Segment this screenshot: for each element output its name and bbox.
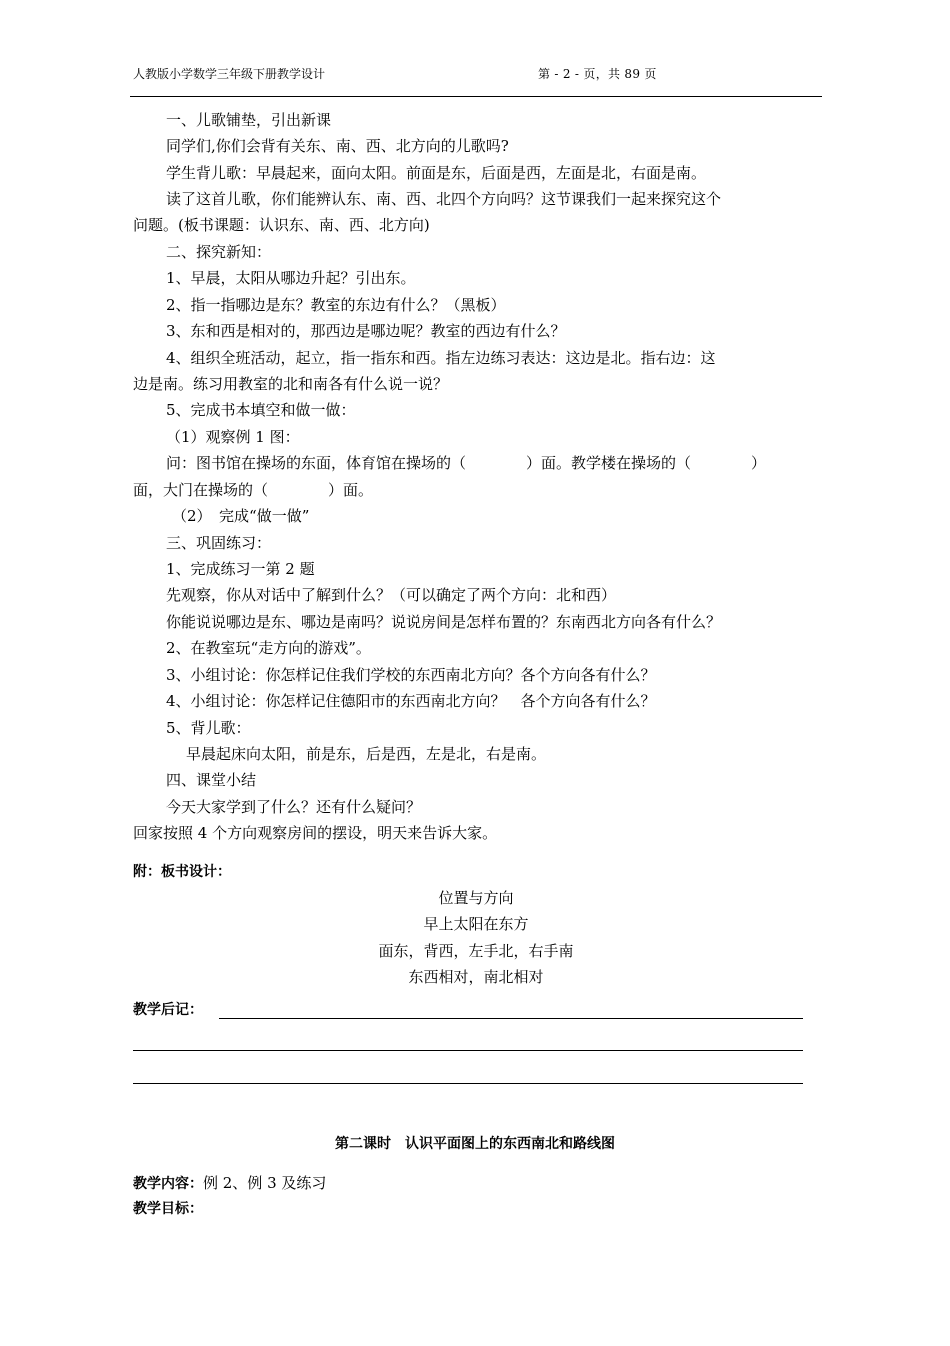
body-line: 一、儿歌铺垫，引出新课 xyxy=(166,111,332,129)
body-line: 面，大门在操场的（ ）面。 xyxy=(133,481,374,499)
body-line: （2） 完成“做一做” xyxy=(172,507,310,525)
header-page-number: 第 - 2 - 页，共 89 页 xyxy=(538,67,657,81)
body-line: 回家按照 4 个方向观察房间的摆设，明天来告诉大家。 xyxy=(133,824,498,842)
lesson2-content xyxy=(133,1173,326,1194)
afterword-label: 教学后记： xyxy=(133,1002,203,1018)
afterword-rule xyxy=(133,1050,803,1051)
body-line: （1）观察例 1 图： xyxy=(166,428,300,446)
body-line: 2、指一指哪边是东？教室的东边有什么？（黑板） xyxy=(166,296,506,314)
body-line: 读了这首儿歌，你们能辨认东、南、西、北四个方向吗？这节课我们一起来探究这个 xyxy=(166,190,722,208)
goal-label: 教学目标： xyxy=(133,1201,203,1217)
body-line: 问题。(板书课题：认识东、南、西、北方向) xyxy=(133,216,430,234)
lesson2-title: 第二课时 认识平面图上的东西南北和路线图 xyxy=(335,1136,615,1152)
body-line: 学生背儿歌：早晨起来，面向太阳。前面是东，后面是西，左面是北，右面是南。 xyxy=(166,164,707,182)
board-line: 早上太阳在东方 xyxy=(423,915,529,933)
body-line: 今天大家学到了什么？还有什么疑问？ xyxy=(166,798,422,816)
body-line: 4、小组讨论：你怎样记住德阳市的东西南北方向？ 各个方向各有什么？ xyxy=(166,692,656,710)
body-line: 四、课堂小结 xyxy=(166,771,257,789)
body-line: 同学们,你们会背有关东、南、西、北方向的儿歌吗? xyxy=(166,137,509,155)
body-line: 5、背儿歌： xyxy=(166,719,251,737)
body-line: 2、在教室玩“走方向的游戏”。 xyxy=(166,639,371,657)
body-line: 你能说说哪边是东、哪边是南吗？说说房间是怎样布置的？东南西北方向各有什么？ xyxy=(166,613,722,631)
body-line: 3、东和西是相对的，那西边是哪边呢？教室的西边有什么？ xyxy=(166,322,566,340)
body-line: 三、巩固练习： xyxy=(166,534,272,552)
afterword-rule xyxy=(133,1083,803,1084)
body-line: 早晨起床向太阳，前是东，后是西，左是北，右是南。 xyxy=(186,745,547,763)
body-line: 先观察，你从对话中了解到什么？（可以确定了两个方向：北和西） xyxy=(166,586,617,604)
appendix-label: 附：板书设计： xyxy=(133,864,231,880)
body-line: 3、小组讨论：你怎样记住我们学校的东西南北方向？各个方向各有什么？ xyxy=(166,666,656,684)
board-line: 东西相对，南北相对 xyxy=(408,968,544,986)
content-label: 教学内容： xyxy=(133,1176,203,1192)
body-line: 二、探究新知： xyxy=(166,243,272,261)
body-line: 1、完成练习一第 2 题 xyxy=(166,560,315,578)
body-line: 问：图书馆在操场的东面，体育馆在操场的（ ）面。教学楼在操场的（ ） xyxy=(166,454,767,472)
board-line: 位置与方向 xyxy=(438,889,514,907)
body-line: 5、完成书本填空和做一做： xyxy=(166,401,356,419)
body-line: 边是南。练习用教室的北和南各有什么说一说？ xyxy=(133,375,449,393)
content-value: 例 2、例 3 及练习 xyxy=(203,1174,327,1192)
header-rule xyxy=(130,96,822,97)
board-line: 面东，背西，左手北，右手南 xyxy=(378,942,574,960)
body-line: 1、早晨，太阳从哪边升起？引出东。 xyxy=(166,269,416,287)
afterword-rule xyxy=(219,1018,803,1019)
header-title: 人教版小学数学三年级下册教学设计 xyxy=(133,67,326,81)
body-line: 4、组织全班活动，起立，指一指东和西。指左边练习表达：这边是北。指右边：这 xyxy=(166,349,716,367)
